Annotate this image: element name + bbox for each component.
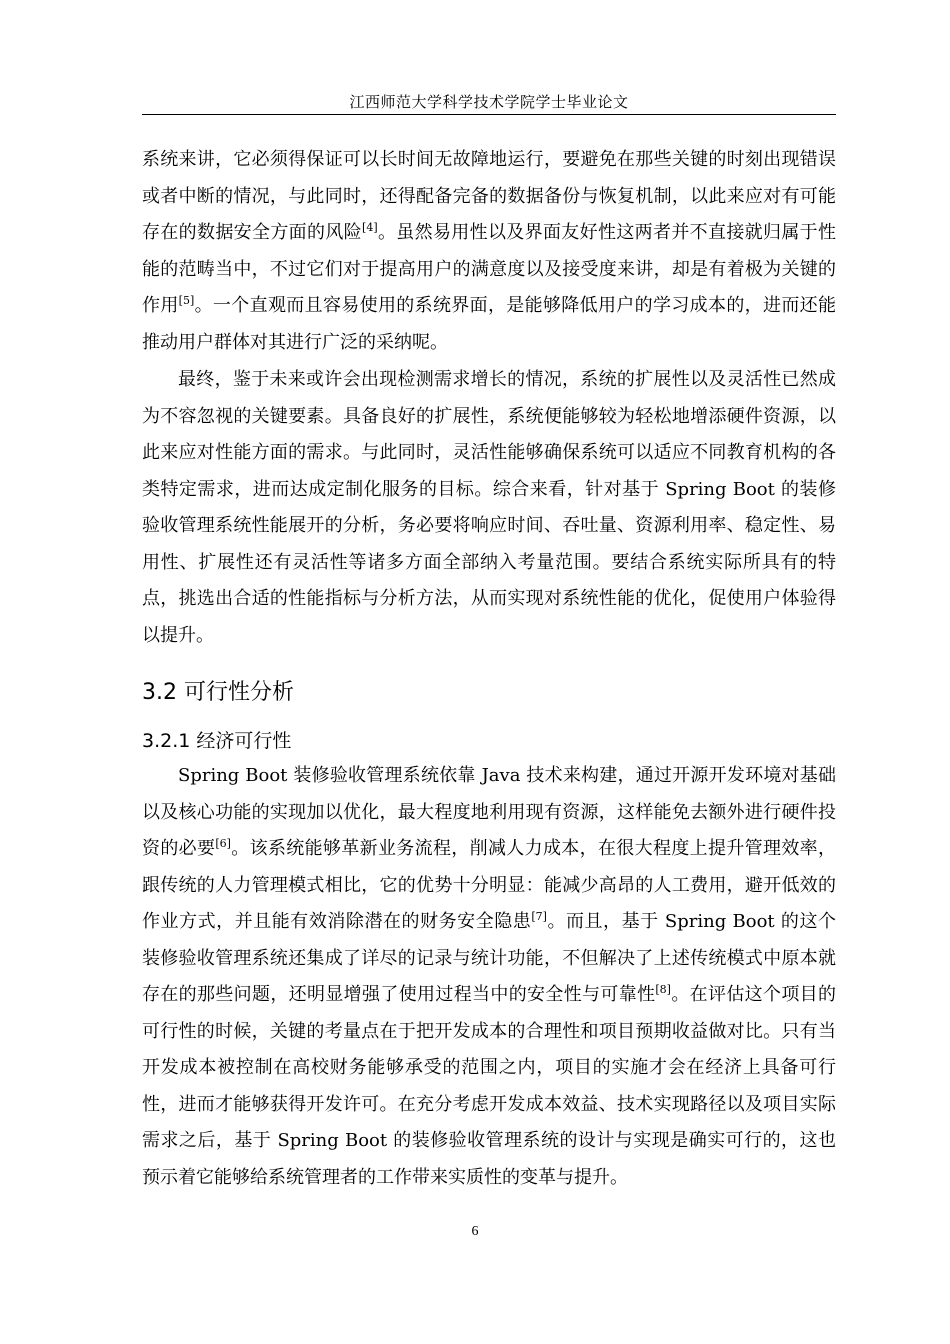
paragraph-segment: 。虽然易用性以及界面友好性这两者并不直接就归属于性能的范畴当中，不过它们对于提高用户的满意度以及接受度来讲，却是有着极为关键的作用 (142, 222, 837, 316)
paragraph-text (142, 758, 836, 1196)
header-rule (142, 114, 836, 115)
citation-5: [5] (178, 294, 195, 307)
citation-4: [4] (362, 221, 378, 234)
section-heading: 3.2 可行性分析 (142, 680, 294, 705)
citation-6: [6] (215, 837, 231, 850)
paragraph-text (142, 142, 836, 361)
paragraph-performance-stability (142, 142, 836, 361)
citation-7: [7] (531, 910, 547, 923)
paragraph-segment: 。而且，基于 Spring Boot 的这个装修验收管理系统还集成了详尽的记录与统计功能，不但解决了上述传统模式中原本就存在的那些问题，还明显增强了使用过程当中的安全性与可靠性 (142, 911, 836, 1005)
paragraph-segment: 系统来讲，它必须得保证可以长时间无故障地运行，要避免在那些关键的时刻出现错误或者中断的情况，与此同时，还得配备完备的数据备份与恢复机制，以此来应对有可能存在的数据安全方面的风险 (142, 149, 836, 243)
paragraph-scalability (142, 362, 836, 654)
paragraph-segment: 。在评估这个项目的可行性的时候，关键的考量点在于把开发成本的合理性和项目预期收益做对比。只有当开发成本被控制在高校财务能够承受的范围之内，项目的实施才会在经济上具备可行性，进而才能够获得开发许可。在充分考虑开发成本效益、技术实现路径以及项目实际需求之后，基于 Spring Boot 的装修验收管理系统的设计与实现是确实可行的，这也预示着它能够给系统管理者的工作带来实质性的变革与提升。 (142, 984, 837, 1188)
paragraph-text: 最终，鉴于未来或许会出现检测需求增长的情况，系统的扩展性以及灵活性已然成为不容忽视的关键要素。具备良好的扩展性，系统便能够较为轻松地增添硬件资源，以此来应对性能方面的需求。与此同时，灵活性能够确保系统可以适应不同教育机构的各类特定需求，进而达成定制化服务的目标。综合来看，针对基于 Spring Boot 的装修验收管理系统性能展开的分析，务必要将响应时间、吞吐量、资源利用率、稳定性、易用性、扩展性还有灵活性等诸多方面全部纳入考量范围。要结合系统实际所具有的特点，挑选出合适的性能指标与分析方法，从而实现对系统性能的优化，促使用户体验得以提升。 (142, 369, 836, 646)
page-number: 6 (471, 1224, 479, 1239)
paragraph-economic-feasibility (142, 758, 836, 1196)
subsection-heading: 3.2.1 经济可行性 (142, 730, 292, 752)
citation-8: [8] (655, 983, 671, 996)
paragraph-segment: 。该系统能够革新业务流程，削减人力成本，在很大程度上提升管理效率，跟传统的人力管理模式相比，它的优势十分明显：能减少高昂的人工费用，避开低效的作业方式，并且能有效消除潜在的财务安全隐患 (142, 838, 836, 932)
paragraph-segment: 。一个直观而且容易使用的系统界面，是能够降低用户的学习成本的，进而还能推动用户群体对其进行广泛的采纳呢。 (142, 295, 836, 353)
paragraph-segment: Spring Boot 装修验收管理系统依靠 Java 技术来构建，通过开源开发环境对基础以及核心功能的实现加以优化，最大程度地利用现有资源，这样能免去额外进行硬件投资的必要 (142, 765, 836, 859)
running-header: 江西师范大学科学技术学院学士毕业论文 (349, 93, 629, 111)
